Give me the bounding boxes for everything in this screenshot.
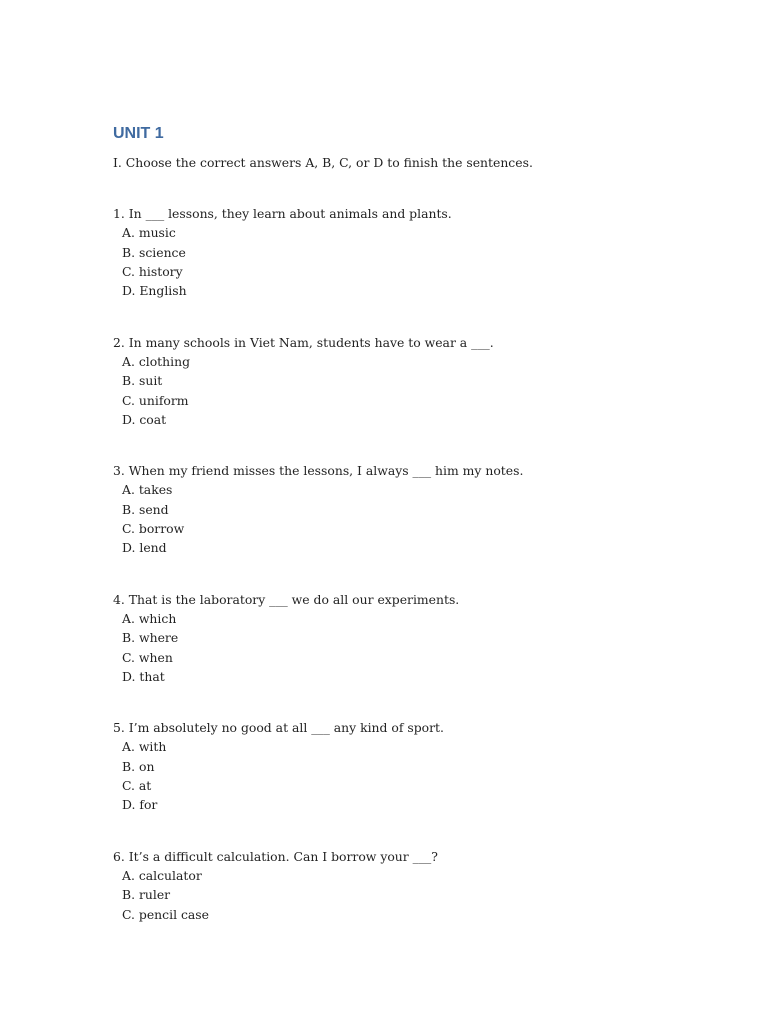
question-text: 3. When my friend misses the lessons, I always ___ him my notes.	[113, 463, 524, 479]
option-d: D. English	[122, 283, 187, 299]
question-6	[113, 847, 713, 924]
option-b: B. on	[122, 758, 155, 774]
option-a: A. music	[122, 225, 176, 241]
option-c: C. when	[122, 649, 173, 665]
question-5	[113, 718, 713, 815]
option-d: D. coat	[122, 411, 167, 427]
option-b: B. ruler	[122, 887, 171, 903]
question-4	[113, 590, 713, 687]
question-list	[113, 204, 713, 924]
option-c: C. borrow	[122, 521, 185, 537]
question-3	[113, 461, 713, 558]
question-text: 1. In ___ lessons, they learn about animals and plants.	[113, 206, 452, 221]
unit-title: UNIT 1	[113, 125, 164, 142]
option-c: C. pencil case	[122, 906, 209, 922]
option-a: A. clothing	[122, 353, 191, 369]
option-a: A. takes	[122, 482, 173, 498]
option-b: B. science	[122, 244, 186, 260]
option-b: B. send	[122, 501, 169, 517]
option-a: A. calculator	[122, 867, 202, 883]
question-2	[113, 333, 713, 430]
question-text: 2. In many schools in Viet Nam, students have to wear a ___.	[113, 334, 494, 350]
question-1	[113, 204, 713, 301]
option-c: C. history	[122, 264, 183, 280]
instruction-text: I. Choose the correct answers A, B, C, or D to finish the sentences.	[113, 155, 533, 170]
option-d: D. lend	[122, 540, 167, 556]
option-b: B. suit	[122, 373, 163, 389]
document-page	[113, 122, 713, 956]
option-c: C. uniform	[122, 392, 189, 408]
option-a: A. which	[122, 610, 177, 626]
question-text: 4. That is the laboratory ___ we do all our experiments.	[113, 591, 460, 607]
option-d: D. that	[122, 668, 165, 684]
option-a: A. with	[122, 739, 167, 755]
question-text: 6. It’s a difficult calculation. Can I borrow your ___?	[113, 848, 438, 864]
option-c: C. at	[122, 778, 152, 794]
option-d: D. for	[122, 797, 158, 813]
question-text: 5. I’m absolutely no good at all ___ any kind of sport.	[113, 720, 444, 736]
option-b: B. where	[122, 630, 179, 646]
